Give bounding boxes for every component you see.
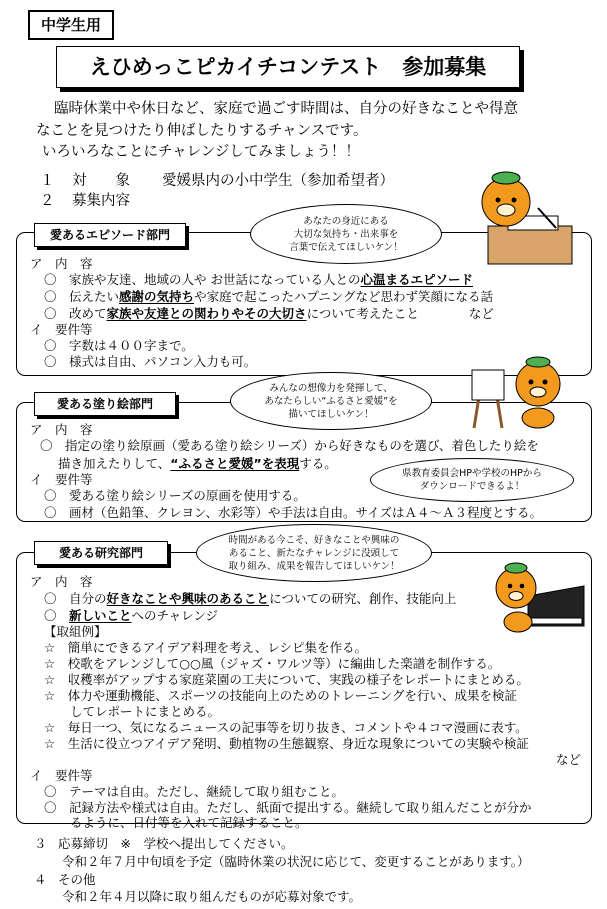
episode-item-3: [44, 306, 494, 322]
text: 様式は自由、パソコン入力も可。: [69, 354, 257, 369]
target-label: 対 象: [72, 173, 130, 189]
text: 画材（色鉛筆、クレヨン、水彩等）や手法は自由。サイズはＡ４～Ａ３程度とする。: [69, 505, 543, 520]
research-req-1: [44, 784, 344, 800]
mascot-body: [504, 612, 532, 632]
text: する。: [299, 456, 337, 471]
canvas-shape: [472, 370, 504, 400]
content-label: 募集内容: [72, 193, 130, 209]
coloring-item-1-cont: [58, 456, 337, 472]
example-item-cont: してレポートにまとめる。: [70, 704, 221, 719]
example-item: [44, 736, 529, 752]
desk-shape: [488, 226, 572, 264]
circle-bullet: 〇: [44, 784, 57, 799]
circle-bullet: 〇: [44, 306, 57, 321]
research-bubble-line: 時間がある今こそ、好きなことや興味の: [228, 534, 400, 546]
research-requirements-heading: イ 要件等: [30, 768, 93, 783]
text: 家族や友達、地域の人や お世話になっている人との: [69, 272, 361, 287]
audience-badge: 中学生用: [28, 10, 114, 40]
mascot-eye: [520, 584, 525, 589]
text: についての研究、創作、技能向上: [269, 591, 457, 606]
piano-keys: [530, 618, 582, 624]
coloring-bubble-line: 描いてほしいケン！: [288, 408, 374, 420]
circle-bullet: 〇: [44, 800, 57, 815]
emphasis-text: 感謝の気持ち: [119, 289, 195, 304]
star-bullet: ☆: [44, 672, 56, 687]
circle-bullet: 〇: [44, 338, 57, 353]
example-item: [44, 656, 500, 672]
episode-tab: 愛あるエピソード部門: [34, 223, 186, 247]
research-speech-bubble: [196, 524, 432, 582]
text: 収穫率がアップする家庭菜園の工夫について、実践の様子をレポートにまとめる。: [67, 672, 529, 687]
mascot-body: [522, 408, 554, 428]
coloring-req-2: [44, 505, 542, 521]
deadline-value: 令和２年７月中旬頃を予定（臨時休業の状況に応じて、変更することがあります。）: [62, 854, 530, 869]
example-item: [44, 672, 529, 688]
mascot-eye: [508, 584, 513, 589]
mascot-muzzle: [509, 592, 523, 601]
text: 自分の: [69, 591, 107, 606]
research-tab: 愛ある研究部門: [34, 541, 168, 565]
research-item-1: [44, 591, 456, 607]
circle-bullet: 〇: [44, 488, 57, 503]
mascot-eye: [529, 380, 534, 385]
other-num: ４: [34, 872, 47, 887]
research-item-2: [44, 608, 218, 624]
coloring-bubble-line: あなたらしい“ふるさと愛媛”を: [264, 395, 398, 407]
mascot-head: [482, 178, 530, 226]
download-bubble-line: 県教育委員会HPや学校のHPから: [402, 468, 542, 479]
intro-line-3: いろいろなことにチャレンジしてみましょう！！: [42, 144, 360, 160]
mascot-leaf: [526, 357, 550, 367]
deadline-label: 応募締切 ※ 学校へ提出してください。: [58, 836, 294, 851]
mascot-painting-illustration: [470, 348, 580, 430]
target-num: １: [40, 173, 55, 189]
download-speech-bubble: [370, 458, 574, 502]
mascot-leaf: [492, 172, 520, 184]
mascot-piano-illustration: [488, 556, 588, 638]
research-bubble-line: 取り組み、成果を報告してほしいケン！: [228, 560, 400, 572]
coloring-req-1: [44, 488, 306, 504]
intro-line-2: なことを見つけたり伸ばしたりするチャンスです。: [36, 123, 368, 139]
star-bullet: ☆: [44, 656, 56, 671]
episode-item-2: [44, 289, 493, 305]
mascot-writing-illustration: [468, 168, 580, 268]
text: 改めて: [69, 306, 107, 321]
example-item: [44, 640, 367, 656]
text: 毎日一つ、気になるニュースの記事等を切り抜き、コメントや４コマ漫画に表す。: [67, 720, 528, 735]
coloring-tab: 愛ある塗り絵部門: [34, 392, 176, 416]
emphasis-text: 新しいこと: [69, 608, 132, 623]
episode-content-heading: ア 内 容: [30, 256, 93, 271]
other-label: その他: [58, 872, 96, 887]
mascot-muzzle: [497, 204, 515, 216]
text: 記録方法や様式は自由。ただし、紙面で提出する。継続して取り組んだことが分か: [69, 800, 532, 815]
episode-bubble-line: あなたの身近にある: [303, 215, 389, 227]
text: について考えたこと など: [306, 306, 494, 321]
coloring-bubble-line: みんなの想像力を発揮して、: [269, 382, 393, 394]
text: 体力や運動機能、スポーツの技能向上のためのトレーニングを行い、成果を検証: [67, 688, 517, 703]
research-req-2-cont: るように、日付等を入れて記録すること。: [70, 815, 308, 830]
episode-requirements-heading: イ 要件等: [30, 322, 93, 337]
circle-bullet: 〇: [44, 272, 57, 287]
example-item-cont: など: [556, 752, 582, 767]
example-item: [44, 720, 528, 736]
circle-bullet: 〇: [44, 591, 57, 606]
episode-speech-bubble: [250, 204, 442, 264]
circle-bullet: 〇: [44, 505, 57, 520]
text: 伝えたい: [69, 289, 120, 304]
text: へのチャレンジ: [131, 608, 219, 623]
target-value: 愛媛県内の小中学生（参加希望者）: [162, 173, 394, 189]
circle-bullet: 〇: [40, 438, 53, 453]
text: 指定の塗り絵原画（愛ある塗り絵シリーズ）から好きなものを選び、着色したり絵を: [65, 438, 539, 453]
circle-bullet: 〇: [44, 354, 57, 369]
episode-bubble-line: 言葉で伝えてほしいケン！: [289, 241, 403, 253]
coloring-item-1: [40, 438, 539, 454]
text: 愛ある塗り絵シリーズの原画を使用する。: [69, 488, 306, 503]
emphasis-text: 心温まるエピソード: [360, 272, 474, 287]
text: 字数は４００字まで。: [69, 338, 194, 353]
mascot-head: [516, 362, 560, 406]
intro-line-1: 臨時休業中や休日など、家庭で過ごす時間は、自分の好きなことや得意: [54, 101, 518, 117]
research-content-heading: ア 内 容: [30, 574, 93, 589]
deadline-num: ３: [34, 836, 47, 851]
example-item: [44, 688, 517, 704]
coloring-requirements-heading: イ 要件等: [30, 472, 93, 487]
emphasis-text: 好きなことや興味のあること: [106, 591, 270, 606]
circle-bullet: 〇: [44, 608, 57, 623]
content-num: ２: [40, 193, 55, 209]
text: 描き加えたりして、: [58, 456, 171, 471]
star-bullet: ☆: [44, 688, 56, 703]
research-bubble-line: あること、新たなチャレンジに没頭して: [228, 547, 400, 559]
episode-item-1: [44, 272, 473, 288]
mascot-eye: [543, 380, 548, 385]
text: 簡単にできるアイデア料理を考え、レシピ集を作る。: [67, 640, 368, 655]
examples-heading: 【取組例】: [44, 624, 107, 639]
star-bullet: ☆: [44, 640, 56, 655]
episode-req-2: [44, 354, 256, 370]
mascot-muzzle: [530, 387, 546, 397]
text: 校歌をアレンジして○○風（ジャズ・ワルツ等）に編曲した楽譜を制作する。: [67, 656, 501, 671]
mascot-eye: [496, 198, 501, 203]
circle-bullet: 〇: [44, 289, 57, 304]
research-req-2: [44, 800, 532, 816]
emphasis-text: 家族や友達との関わりやその大切さ: [106, 306, 307, 321]
text: や家庭で起こったハプニングなど思わず笑顔になる話: [194, 289, 493, 304]
episode-req-1: [44, 338, 194, 354]
emphasis-text: “ふるさと愛媛”を表現: [170, 456, 300, 471]
text: 生活に役立つアイデア発明、動植物の生態観察、身近な現象についての実験や検証: [67, 736, 529, 751]
star-bullet: ☆: [44, 720, 56, 735]
star-bullet: ☆: [44, 736, 56, 751]
text: テーマは自由。ただし、継続して取り組むこと。: [69, 784, 345, 799]
other-value: 令和２年４月以降に取り組んだものが応募対象です。: [62, 889, 362, 904]
coloring-content-heading: ア 内 容: [30, 422, 93, 437]
mascot-head: [496, 568, 536, 608]
mascot-eye: [512, 198, 517, 203]
coloring-speech-bubble: [230, 372, 432, 430]
download-bubble-line: ダウンロードできるよ！: [419, 481, 525, 492]
episode-bubble-line: 大切な気持ち・出来事を: [293, 228, 399, 240]
page-title: えひめっこピカイチコンテスト 参加募集: [56, 46, 520, 88]
mascot-leaf: [505, 563, 527, 573]
